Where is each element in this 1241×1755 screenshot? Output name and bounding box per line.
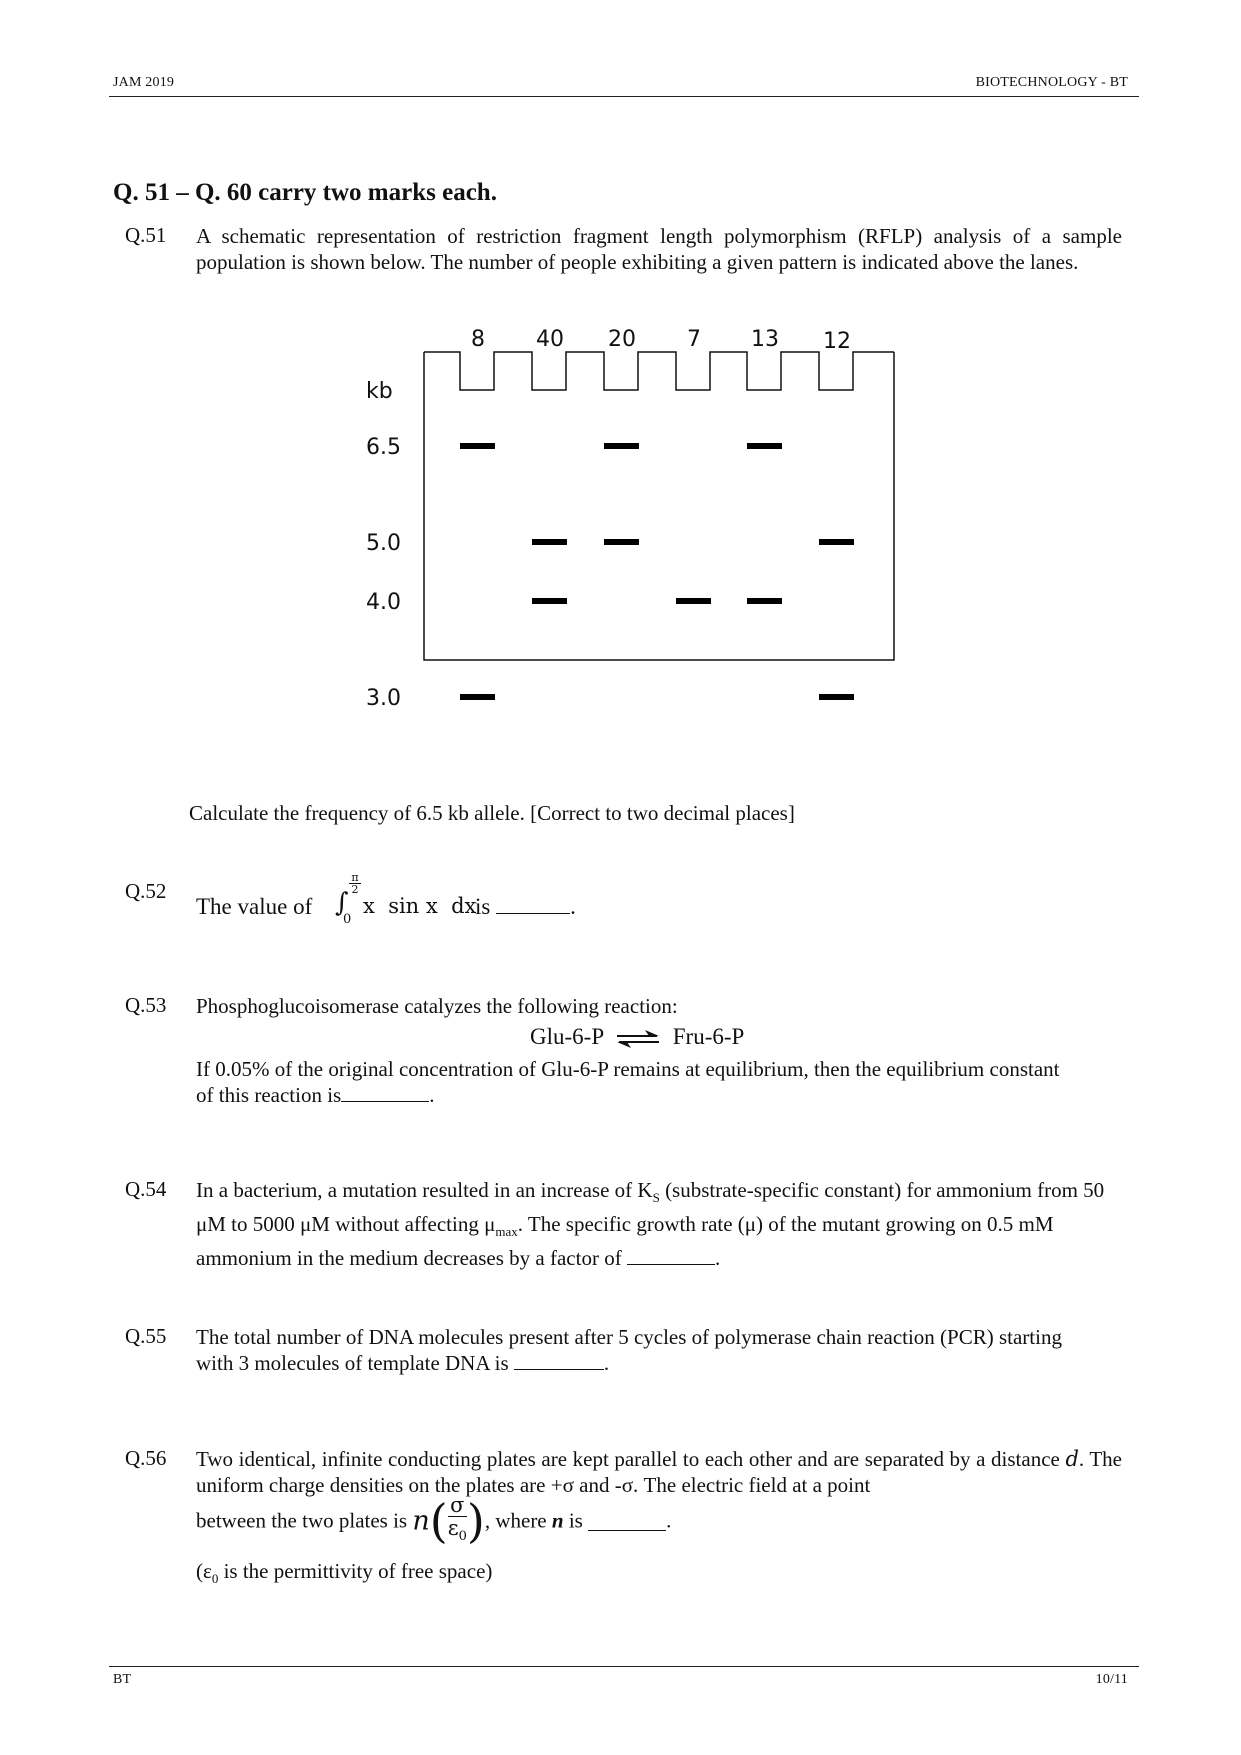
eps: ε [447, 1516, 459, 1540]
question-54-text [196, 1177, 1122, 1271]
q52-end: . [570, 894, 576, 919]
question-51-text: A schematic representation of restriction fragment length polymorphism (RFLP) analysis of a sample population is shown below. The number of people exhibiting a given pattern is indicated above the lanes. [196, 224, 1122, 274]
question-55-text [196, 1324, 1096, 1376]
lane-count: 13 [751, 327, 779, 352]
gel-band [460, 694, 495, 700]
q56-part-b: . The uniform charge densities on the plates are +σ and -σ. The electric field at a point [196, 1447, 1122, 1497]
q52-post-text: is [475, 894, 491, 919]
q56-part-e: is [563, 1508, 583, 1533]
lane-count: 12 [823, 329, 851, 354]
question-56-text [196, 1446, 1122, 1498]
question-56-line3 [196, 1494, 671, 1548]
integral-sign: ∫ [335, 888, 349, 918]
header-right: BIOTECHNOLOGY - BT [975, 75, 1128, 90]
reactant: Glu-6-P [530, 1024, 604, 1049]
question-number-55: Q.55 [125, 1324, 167, 1348]
right-paren: ) [466, 1494, 485, 1549]
footer-rule [109, 1666, 1139, 1667]
header-left: JAM 2019 [113, 75, 175, 90]
q54-part-c: . The specific growth rate (μ) of the mutant growing on 0.5 mM ammonium in the medium decreases by a factor of [196, 1212, 1054, 1271]
var-n: n [412, 1505, 430, 1537]
note-post: is the permittivity of free space) [218, 1559, 493, 1583]
var-n-bold: n [551, 1508, 564, 1533]
var-d: d [1065, 1447, 1079, 1471]
upper-limit-num: π [351, 871, 359, 884]
q55-text-body: The total number of DNA molecules present after 5 cycles of polymerase chain reaction (PCR) starting with 3 molecules of template DNA is [196, 1325, 1062, 1375]
gel-band [676, 598, 711, 604]
q54-part-a: In a bacterium, a mutation resulted in an increase of K [196, 1178, 653, 1202]
left-paren: ( [429, 1494, 448, 1549]
question-53-line1: Phosphoglucoisomerase catalyzes the following reaction: [196, 994, 678, 1018]
question-number-53: Q.53 [125, 993, 167, 1017]
note-pre: (ε [196, 1559, 212, 1583]
q56-part-c: between the two plates is [196, 1508, 408, 1533]
gel-outline [424, 352, 894, 660]
frac-num: σ [448, 1494, 467, 1517]
q56-part-a: Two identical, infinite conducting plates are kept parallel to each other and are separated by a distance [196, 1447, 1066, 1471]
q56-end: . [666, 1508, 672, 1533]
q56-part-d: , where [484, 1508, 552, 1533]
product: Fru-6-P [672, 1024, 745, 1049]
footer-left: BT [113, 1672, 132, 1687]
question-53-text [196, 1056, 1076, 1108]
q53-line2: If 0.05% of the original concentration of Glu-6-P remains at equilibrium, then the equilibrium constant of this reaction is [196, 1057, 1060, 1107]
ks-subscript: S [652, 1190, 660, 1206]
lane-count: 8 [471, 327, 485, 352]
integrand: x sin x dx [363, 894, 477, 918]
lower-limit: 0 [343, 912, 352, 927]
gel-band [460, 443, 495, 449]
footer-right: 10/11 [1095, 1672, 1128, 1687]
size-label: 4.0 [366, 590, 401, 615]
gel-band [532, 539, 567, 545]
lane-count: 20 [608, 327, 636, 352]
rflp-gel-diagram [362, 296, 902, 748]
size-label: 6.5 [366, 435, 401, 460]
gel-band [747, 598, 782, 604]
q54-end: . [714, 1246, 721, 1271]
gel-band [604, 443, 639, 449]
question-number-56: Q.56 [125, 1446, 167, 1470]
lane-count: 40 [536, 327, 564, 352]
q55-end: . [603, 1351, 610, 1375]
eps-sub: 0 [458, 1529, 467, 1545]
gel-band [819, 694, 854, 700]
upper-limit-den: 2 [349, 883, 361, 895]
note-sub: 0 [211, 1571, 219, 1587]
q54-part-b: (substrate-specific constant) for ammonium from 50 μM to 5000 μM without affecting μ [196, 1178, 1105, 1237]
lane-count: 7 [687, 327, 701, 352]
q52-post [475, 894, 576, 920]
mu-max-subscript: max [495, 1224, 518, 1240]
gel-band [747, 443, 782, 449]
answer-blank-56 [588, 1512, 666, 1531]
q52-pre: The value of [196, 894, 313, 919]
q53-end: . [429, 1083, 435, 1107]
question-56-note [196, 1558, 492, 1592]
answer-blank-54 [627, 1246, 715, 1265]
gel-band [532, 598, 567, 604]
question-number-52: Q.52 [125, 879, 167, 903]
gel-band [819, 539, 854, 545]
upper-limit [349, 872, 361, 895]
unit-label: kb [366, 379, 393, 404]
size-label: 3.0 [366, 686, 401, 711]
gel-wells [424, 352, 894, 390]
answer-blank-52 [496, 895, 570, 914]
section-heading: Q. 51 – Q. 60 carry two marks each. [113, 179, 497, 206]
size-label: 5.0 [366, 531, 401, 556]
question-number-54: Q.54 [125, 1177, 167, 1201]
answer-blank-53 [341, 1083, 429, 1102]
answer-blank-55 [514, 1351, 604, 1370]
equilibrium-arrows-icon [613, 1029, 663, 1049]
gel-band [604, 539, 639, 545]
sigma-over-epsilon [448, 1494, 467, 1548]
header-rule [109, 96, 1139, 97]
reaction-equation [530, 1024, 744, 1050]
question-number-51: Q.51 [125, 223, 167, 247]
question-51-ask: Calculate the frequency of 6.5 kb allele. [Correct to two decimal places] [189, 801, 795, 825]
frac-den [448, 1517, 467, 1548]
